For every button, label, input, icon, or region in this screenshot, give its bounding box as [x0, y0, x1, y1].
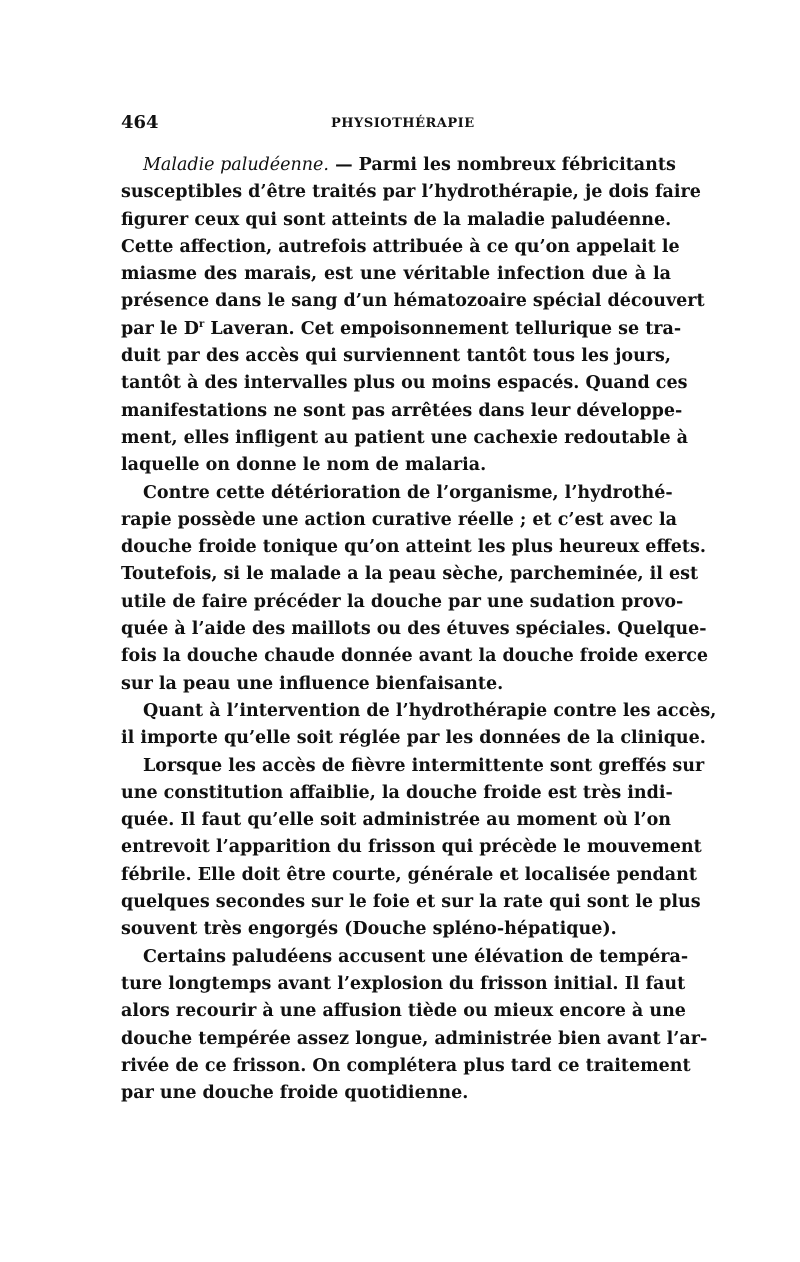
- text-line: douche tempérée assez longue, administrée bien avant l’ar-: [121, 1028, 708, 1049]
- text-line: il importe qu’elle soit réglée par les données de la clinique.: [121, 728, 706, 749]
- text-line: quée. Il faut qu’elle soit administrée au moment où l’on: [121, 810, 671, 831]
- text-line: Contre cette détérioration de l’organisme, l’hydrothé-: [143, 482, 673, 503]
- text-line: duit par des accès qui surviennent tantôt tous les jours,: [121, 346, 671, 367]
- text-line: alors recourir à une affusion tiède ou mieux encore à une: [121, 1001, 686, 1022]
- text-line: une constitution affaiblie, la douche froide est très indi-: [121, 782, 673, 803]
- section-heading: Maladie paludéenne.: [143, 155, 329, 175]
- text-line: quée à l’aide des maillots ou des étuves spéciales. Quelque-: [121, 619, 707, 640]
- text-line: laquelle on donne le nom de malaria.: [121, 455, 487, 476]
- text-line: Maladie paludéenne. — Parmi les nombreux fébricitants: [143, 155, 676, 175]
- text-line: sur la peau une influence bienfaisante.: [121, 673, 504, 694]
- text-line: susceptibles d’être traités par l’hydrothérapie, je dois faire: [121, 182, 701, 203]
- paragraph-intervention: [121, 698, 717, 753]
- page-body: [121, 152, 717, 1107]
- text-line: présence dans le sang d’un hématozoaire spécial découvert: [121, 291, 705, 312]
- text-line: entrevoit l’apparition du frisson qui précède le mouvement: [121, 837, 702, 858]
- text-line: tantôt à des intervalles plus ou moins espacés. Quand ces: [121, 373, 688, 394]
- running-head: PHYSIOTHÉRAPIE: [331, 116, 475, 131]
- paragraph-temperature: [121, 944, 708, 1108]
- paragraph-intermittent-fever: [121, 753, 705, 944]
- text-line: Lorsque les accès de fièvre intermittente sont greffés sur: [143, 755, 705, 776]
- text-line: par le $D^r$ Laveran. Cet empoisonnement tellurique se tra-: [121, 318, 682, 339]
- paragraph-malaria: [121, 152, 705, 480]
- page-header: [121, 112, 671, 140]
- text-line: utile de faire précéder la douche par une sudation provo-: [121, 591, 684, 612]
- text-line: figurer ceux qui sont atteints de la maladie paludéenne.: [121, 209, 672, 230]
- text-line: rivée de ce frisson. On complétera plus tard ce traitement: [121, 1055, 691, 1076]
- text-line: Cette affection, autrefois attribuée à ce qu’on appelait le: [121, 236, 680, 257]
- text-line: quelques secondes sur le foie et sur la rate qui sont le plus: [121, 892, 701, 913]
- text-line: douche froide tonique qu’on atteint les plus heureux effets.: [121, 537, 706, 558]
- text-line: Toutefois, si le malade a la peau sèche, parcheminée, il est: [121, 564, 699, 585]
- text-line: manifestations ne sont pas arrêtées dans leur développe-: [121, 400, 683, 421]
- text-line: miasme des marais, est une véritable infection due à la: [121, 264, 671, 285]
- paragraph-treatment: [121, 480, 709, 698]
- text-line: Quant à l’intervention de l’hydrothérapie contre les accès,: [143, 700, 717, 721]
- text-line: fois la douche chaude donnée avant la douche froide exerce: [121, 646, 709, 667]
- text-line: souvent très engorgés (Douche spléno-hépatique).: [121, 919, 617, 940]
- text-line: ment, elles infligent au patient une cachexie redoutable à: [121, 427, 689, 448]
- text-line: rapie possède une action curative réelle ; et c’est avec la: [121, 509, 677, 530]
- text-line: fébrile. Elle doit être courte, générale et localisée pendant: [121, 864, 697, 885]
- text-line: Certains paludéens accusent une élévation de tempéra-: [143, 946, 689, 967]
- text-line: ture longtemps avant l’explosion du frisson initial. Il faut: [121, 973, 686, 994]
- page-number: 464: [121, 112, 159, 133]
- text-line: par une douche froide quotidienne.: [121, 1083, 469, 1104]
